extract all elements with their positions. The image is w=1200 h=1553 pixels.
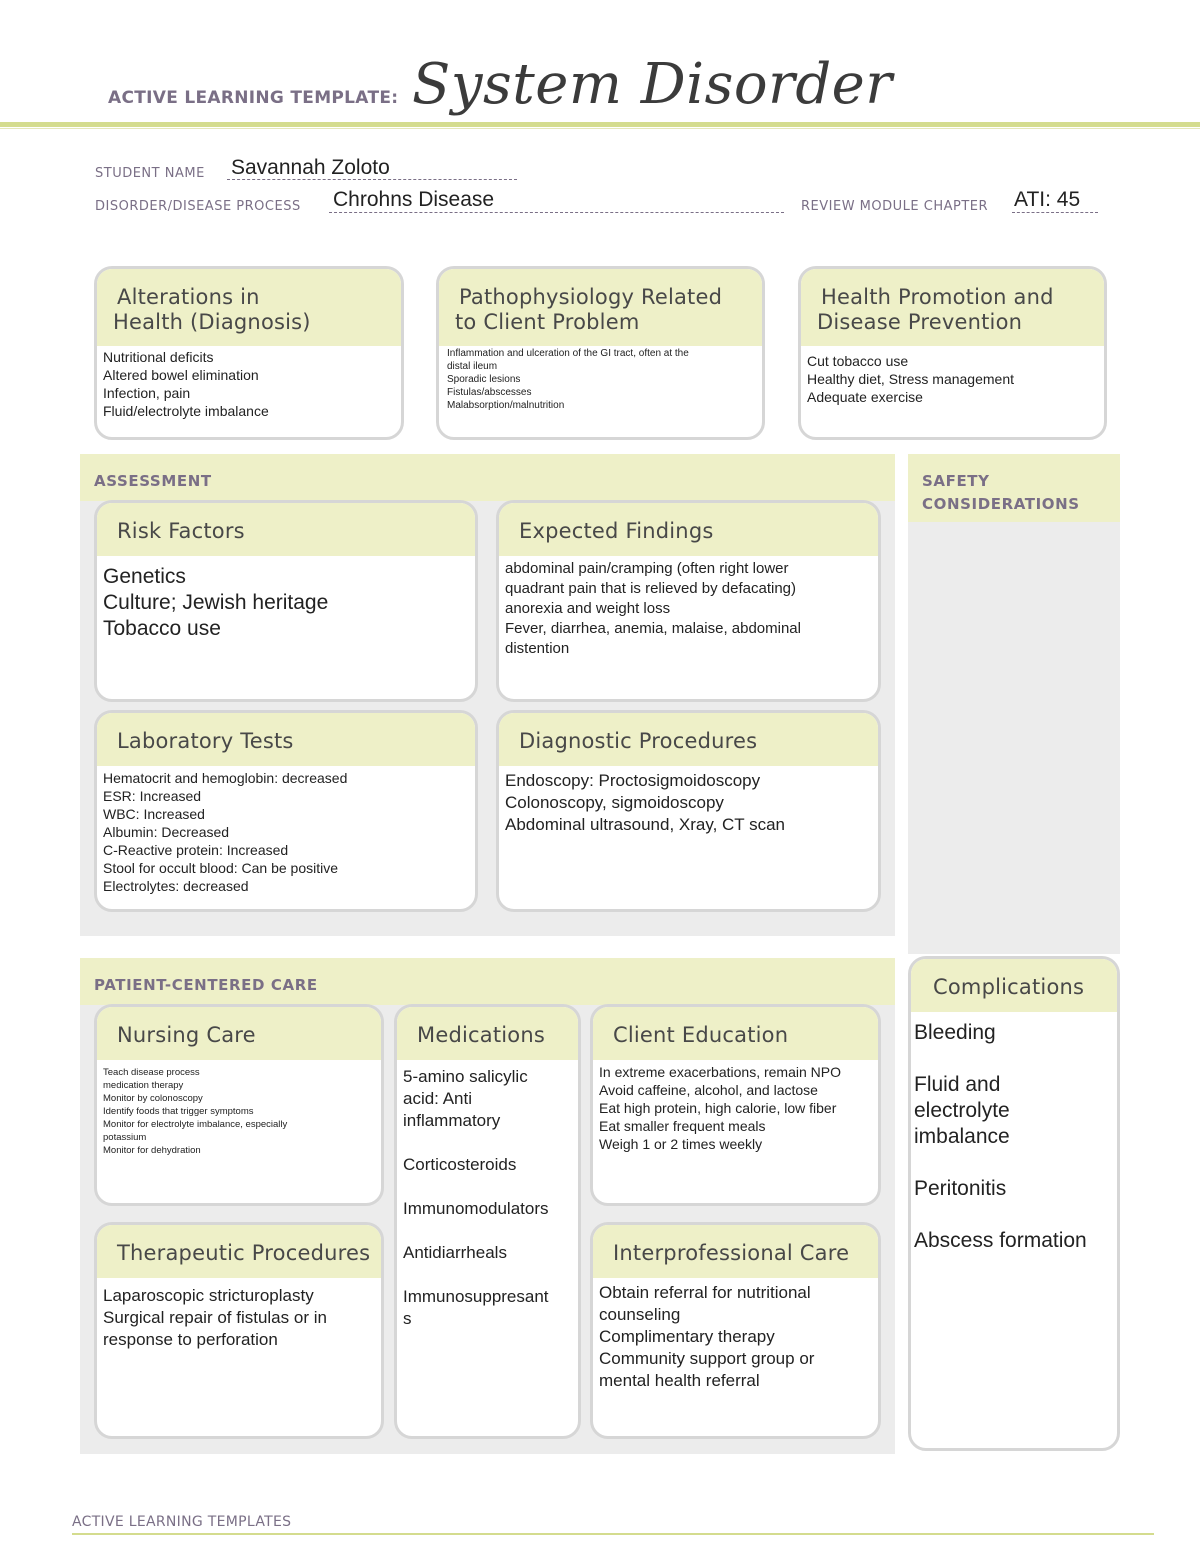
nursing-care-box	[94, 1004, 384, 1206]
health-promotion-line: Healthy diet, Stress management	[807, 371, 1014, 387]
template-label: ACTIVE LEARNING TEMPLATE:	[108, 88, 399, 108]
pathophysiology-line: Malabsorption/malnutrition	[447, 400, 565, 411]
medications-line: 5-amino salicylic	[403, 1067, 528, 1086]
alterations-line: Fluid/electrolyte imbalance	[103, 403, 269, 419]
student-name-label: STUDENT NAME	[95, 166, 205, 181]
nursing-care-line: Teach disease process	[103, 1067, 200, 1078]
pathophysiology-box	[436, 266, 765, 440]
laboratory-tests-line: ESR: Increased	[103, 788, 202, 804]
interprofessional-care-line: mental health referral	[599, 1371, 760, 1390]
complications-spacer	[914, 1150, 1111, 1176]
assessment-label: ASSESSMENT	[94, 472, 212, 490]
client-education-line: In extreme exacerbations, remain NPO	[599, 1064, 841, 1080]
expected-findings-line: quadrant pain that is relieved by defacating)	[505, 580, 797, 597]
pathophysiology-line: Sporadic lesions	[447, 374, 521, 385]
therapeutic-procedures-line: Surgical repair of fistulas or in	[103, 1308, 327, 1327]
header-rule	[0, 122, 1200, 127]
medications-line: Corticosteroids	[403, 1155, 517, 1174]
diagnostic-procedures-line: Abdominal ultrasound, Xray, CT scan	[505, 815, 786, 834]
alterations-box	[94, 266, 404, 440]
complications-box	[908, 956, 1120, 1451]
laboratory-tests-line: C-Reactive protein: Increased	[103, 842, 289, 858]
complications-line: Bleeding	[914, 1021, 996, 1044]
footer-label: ACTIVE LEARNING TEMPLATES	[72, 1514, 292, 1530]
complications-title: Complications	[933, 975, 1085, 999]
medications-line: Immunomodulators	[403, 1199, 549, 1218]
expected-findings-line: Fever, diarrhea, anemia, malaise, abdominal	[505, 620, 801, 637]
interprofessional-care-line: counseling	[599, 1305, 681, 1324]
pathophysiology-line: Inflammation and ulceration of the GI tract, often at the	[447, 348, 689, 359]
diagnostic-procedures-line: Endoscopy: Proctosigmoidoscopy	[505, 771, 761, 790]
nursing-care-line: Monitor for electrolyte imbalance, especially	[103, 1119, 288, 1130]
nursing-care-line: potassium	[103, 1132, 147, 1143]
medications-title: Medications	[417, 1023, 545, 1047]
nursing-care-title: Nursing Care	[117, 1023, 256, 1047]
nursing-care-line: Identify foods that trigger symptoms	[103, 1106, 254, 1117]
medications-spacer	[403, 1220, 572, 1242]
chapter-value: ATI: 45	[1014, 188, 1081, 211]
header-rule-thin	[0, 128, 1200, 129]
therapeutic-procedures-title: Therapeutic Procedures	[117, 1241, 371, 1265]
medications-line: Antidiarrheals	[403, 1243, 507, 1262]
medications-spacer	[403, 1176, 572, 1198]
complications-spacer	[914, 1202, 1111, 1228]
laboratory-tests-line: Albumin: Decreased	[103, 824, 230, 840]
medications-line: acid: Anti	[403, 1089, 472, 1108]
interprofessional-care-line: Obtain referral for nutritional	[599, 1283, 811, 1302]
disorder-label: DISORDER/DISEASE PROCESS	[95, 199, 301, 214]
laboratory-tests-line: WBC: Increased	[103, 806, 205, 822]
medications-spacer	[403, 1264, 572, 1286]
health-promotion-title-line2: Disease Prevention	[817, 310, 1023, 334]
pathophysiology-title: Pathophysiology Related	[459, 285, 723, 309]
disorder-value: Chrohns Disease	[333, 188, 495, 211]
laboratory-tests-title: Laboratory Tests	[117, 729, 294, 753]
risk-factors-box	[94, 500, 478, 702]
alterations-line: Infection, pain	[103, 385, 191, 401]
complications-line: Fluid and	[914, 1073, 1001, 1096]
pathophysiology-title-line2: to Client Problem	[455, 310, 640, 334]
client-education-line: Eat smaller frequent meals	[599, 1118, 766, 1134]
alterations-line: Nutritional deficits	[103, 349, 214, 365]
safety-panel	[908, 454, 1120, 954]
interprofessional-care-title: Interprofessional Care	[613, 1241, 850, 1265]
diagnostic-procedures-line: Colonoscopy, sigmoidoscopy	[505, 793, 724, 812]
expected-findings-title: Expected Findings	[519, 519, 714, 543]
laboratory-tests-line: Hematocrit and hemoglobin: decreased	[103, 770, 348, 786]
page-title: System Disorder	[412, 52, 893, 117]
laboratory-tests-line: Electrolytes: decreased	[103, 878, 249, 894]
therapeutic-procedures-line: response to perforation	[103, 1330, 278, 1349]
health-promotion-line: Cut tobacco use	[807, 353, 909, 369]
expected-findings-line: anorexia and weight loss	[505, 600, 671, 617]
risk-factors-line: Tobacco use	[103, 617, 221, 640]
expected-findings-line: distention	[505, 640, 570, 657]
patient-care-label: PATIENT-CENTERED CARE	[94, 976, 318, 994]
interprofessional-care-line: Community support group or	[599, 1349, 815, 1368]
therapeutic-procedures-box	[94, 1222, 384, 1439]
footer-rule	[72, 1533, 1154, 1535]
health-promotion-box	[798, 266, 1107, 440]
diagnostic-procedures-title: Diagnostic Procedures	[519, 729, 758, 753]
complications-line: Peritonitis	[914, 1177, 1007, 1200]
complications-line: electrolyte	[914, 1099, 1010, 1122]
complications-spacer	[914, 1046, 1111, 1072]
student-name-value: Savannah Zoloto	[231, 156, 390, 179]
health-promotion-title: Health Promotion and	[821, 285, 1054, 309]
expected-findings-box	[496, 500, 881, 702]
interprofessional-care-line: Complimentary therapy	[599, 1327, 775, 1346]
nursing-care-line: Monitor for dehydration	[103, 1145, 201, 1156]
nursing-care-line: Monitor by colonoscopy	[103, 1093, 203, 1104]
nursing-care-line: medication therapy	[103, 1080, 184, 1091]
alterations-title-line2: Health (Diagnosis)	[113, 310, 311, 334]
health-promotion-line: Adequate exercise	[807, 389, 923, 405]
diagnostic-procedures-box	[496, 710, 881, 912]
medications-line: Immunosuppresant	[403, 1287, 549, 1306]
pathophysiology-line: Fistulas/abscesses	[447, 387, 532, 398]
client-education-line: Avoid caffeine, alcohol, and lactose	[599, 1082, 818, 1098]
client-education-line: Eat high protein, high calorie, low fiber	[599, 1100, 837, 1116]
medications-line: inflammatory	[403, 1111, 501, 1130]
medications-line: s	[403, 1309, 412, 1328]
risk-factors-line: Genetics	[103, 565, 186, 588]
therapeutic-procedures-line: Laparoscopic stricturoplasty	[103, 1286, 314, 1305]
client-education-box	[590, 1004, 881, 1206]
expected-findings-line: abdominal pain/cramping (often right lower	[505, 560, 789, 577]
risk-factors-line: Culture; Jewish heritage	[103, 591, 329, 614]
pathophysiology-line: distal ileum	[447, 361, 498, 372]
client-education-line: Weigh 1 or 2 times weekly	[599, 1136, 763, 1152]
alterations-title: Alterations in	[117, 285, 260, 309]
medications-spacer	[403, 1132, 572, 1154]
complications-line: Abscess formation	[914, 1229, 1087, 1252]
risk-factors-title: Risk Factors	[117, 519, 245, 543]
interprofessional-care-box	[590, 1222, 881, 1439]
laboratory-tests-line: Stool for occult blood: Can be positive	[103, 860, 339, 876]
safety-label-line2: CONSIDERATIONS	[922, 495, 1080, 513]
safety-label: SAFETY	[922, 472, 990, 490]
alterations-line: Altered bowel elimination	[103, 367, 259, 383]
complications-line: imbalance	[914, 1125, 1010, 1148]
chapter-label: REVIEW MODULE CHAPTER	[801, 199, 989, 214]
client-education-title: Client Education	[613, 1023, 789, 1047]
medications-box	[394, 1004, 581, 1439]
laboratory-tests-box	[94, 710, 478, 912]
